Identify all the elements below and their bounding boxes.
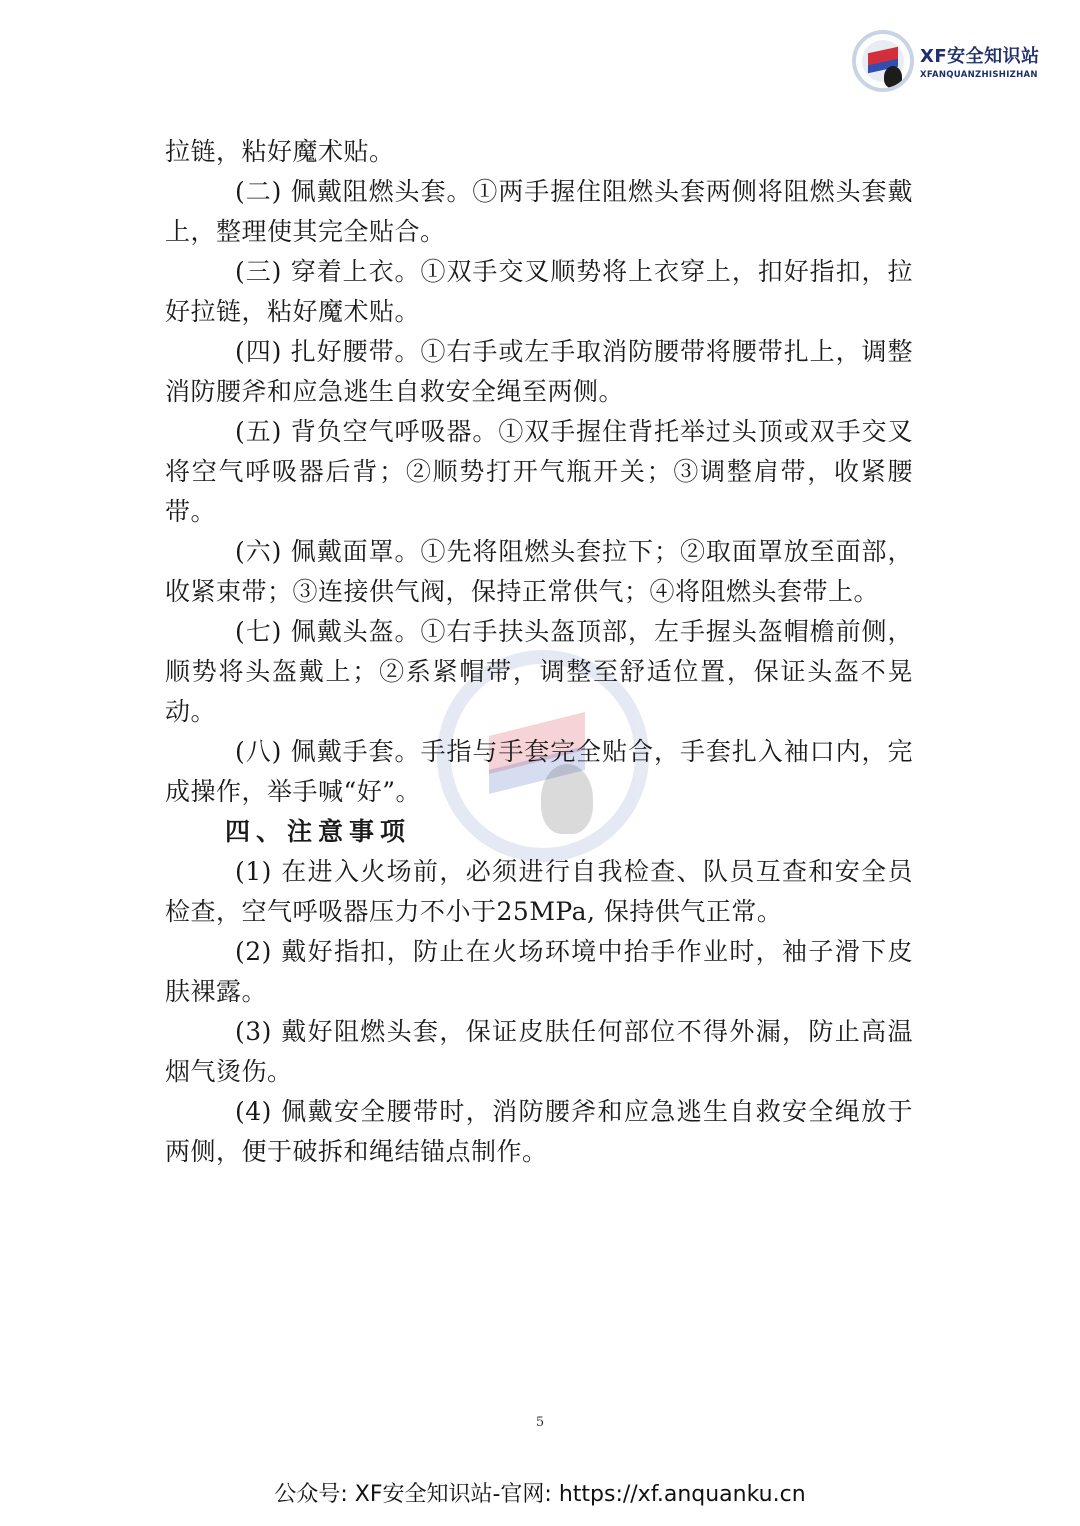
footer-text: 公众号: XF安全知识站-官网: https://xf.anquanku.cn (274, 1482, 806, 1507)
paragraph: (六) 佩戴面罩。①先将阻燃头套拉下；②取面罩放至面部，收紧束带；③连接供气阀，保持正常供气；④将阻燃头套带上。 (165, 537, 913, 606)
paragraph: (三) 穿着上衣。①双手交叉顺势将上衣穿上，扣好指扣，拉好拉链，粘好魔术贴。 (165, 257, 913, 326)
document-body (165, 132, 913, 1172)
page-number: 5 (535, 1415, 545, 1430)
paragraph: (五) 背负空气呼吸器。①双手握住背托举过头顶或双手交叉将空气呼吸器后背；②顺势打开气瓶开关；③调整肩带，收紧腰带。 (165, 417, 913, 526)
note-item: (3) 戴好阻燃头套，保证皮肤任何部位不得外漏，防止高温烟气烫伤。 (165, 1017, 913, 1086)
logo-subtitle: XFANQUANZHISHIZHAN (920, 70, 1038, 80)
site-logo (852, 30, 1040, 92)
paragraph: (二) 佩戴阻燃头套。①两手握住阻燃头套两侧将阻燃头套戴上，整理使其完全贴合。 (165, 177, 913, 246)
logo-title: XF安全知识站 (920, 46, 1040, 67)
section-heading: 四、注意事项 (225, 817, 412, 846)
paragraph: 拉链，粘好魔术贴。 (165, 137, 395, 166)
logo-badge-icon (852, 30, 914, 92)
paragraph: (七) 佩戴头盔。①右手扶头盔顶部，左手握头盔帽檐前侧，顺势将头盔戴上；②系紧帽带，调整至舒适位置，保证头盔不晃动。 (165, 617, 913, 726)
paragraph: (八) 佩戴手套。手指与手套完全贴合，手套扎入袖口内，完成操作，举手喊“好”。 (165, 737, 913, 806)
logo-text (920, 42, 1040, 80)
note-item: (2) 戴好指扣，防止在火场环境中抬手作业时，袖子滑下皮肤裸露。 (165, 937, 913, 1006)
paragraph: (四) 扎好腰带。①右手或左手取消防腰带将腰带扎上，调整消防腰斧和应急逃生自救安全绳至两侧。 (165, 337, 913, 406)
note-item: (1) 在进入火场前，必须进行自我检查、队员互查和安全员检查，空气呼吸器压力不小于25MPa, 保持供气正常。 (165, 857, 913, 926)
note-item: (4) 佩戴安全腰带时，消防腰斧和应急逃生自救安全绳放于两侧，便于破拆和绳结锚点制作。 (165, 1097, 913, 1166)
